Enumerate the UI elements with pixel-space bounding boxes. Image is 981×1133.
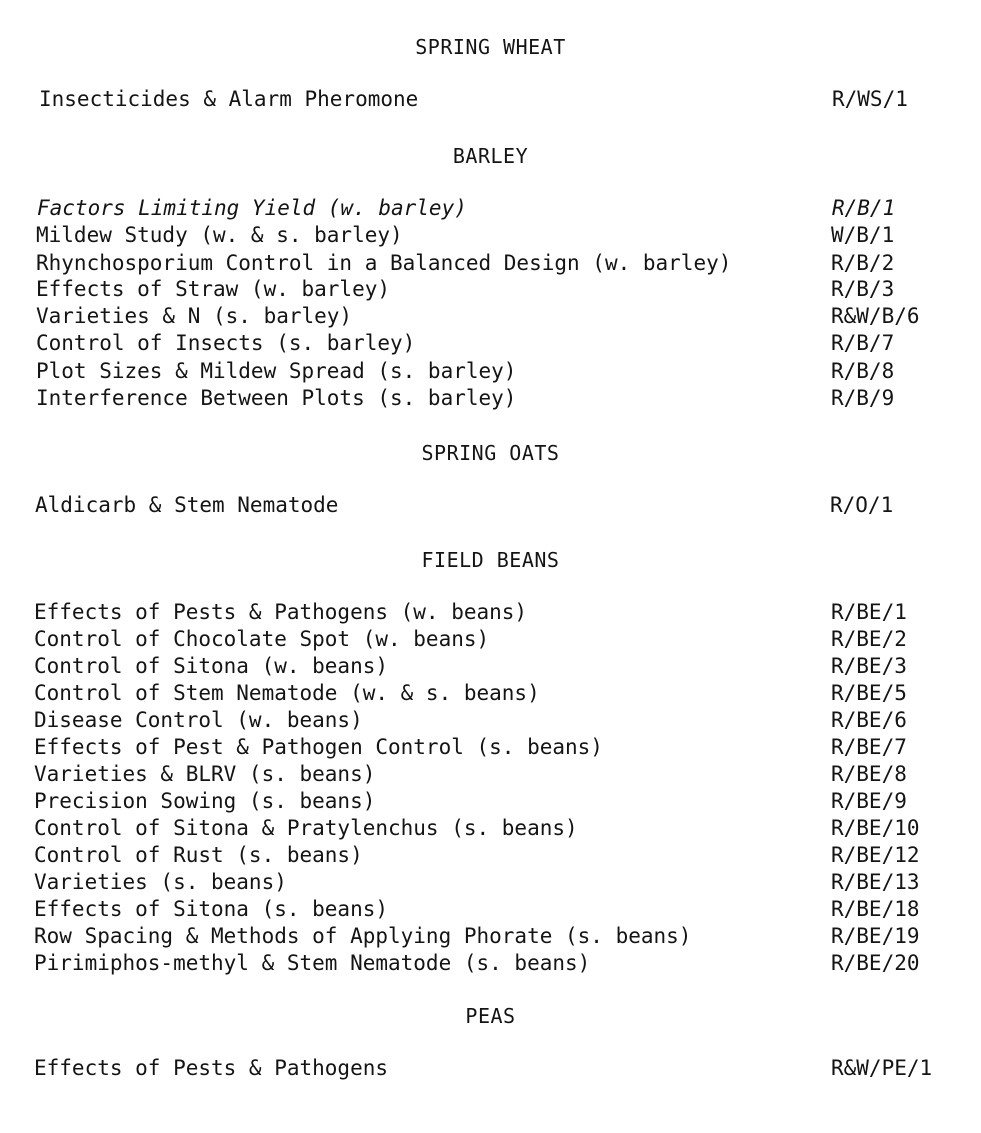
experiment-title: Varieties & N (s. barley) bbox=[36, 304, 353, 328]
section-heading-spring-wheat: SPRING WHEAT bbox=[415, 35, 566, 59]
experiment-code: R&W/PE/1 bbox=[831, 1056, 933, 1080]
experiment-title: Row Spacing & Methods of Applying Phorate (s. beans) bbox=[34, 924, 692, 948]
experiment-title: Control of Chocolate Spot (w. beans) bbox=[34, 627, 490, 651]
experiment-title: Rhynchosporium Control in a Balanced Design (w. barley) bbox=[36, 251, 732, 275]
list-item bbox=[34, 653, 934, 680]
experiment-title: Varieties (s. beans) bbox=[34, 870, 287, 894]
experiment-title: Precision Sowing (s. beans) bbox=[34, 789, 376, 813]
experiment-code: R/BE/5 bbox=[831, 681, 907, 705]
experiment-title: Effects of Pest & Pathogen Control (s. beans) bbox=[34, 735, 603, 759]
list-item bbox=[36, 358, 936, 385]
list-item bbox=[34, 707, 934, 734]
section-heading-peas: PEAS bbox=[465, 1004, 516, 1028]
experiment-code: R/B/1 bbox=[832, 196, 896, 220]
list-item bbox=[36, 222, 936, 249]
experiment-title: Effects of Sitona (s. beans) bbox=[34, 897, 389, 921]
experiment-code: R/BE/6 bbox=[831, 708, 907, 732]
list-item bbox=[36, 276, 936, 303]
experiment-code: W/B/1 bbox=[831, 223, 895, 247]
section-heading-barley: BARLEY bbox=[452, 144, 529, 168]
experiment-title: Insecticides & Alarm Pheromone bbox=[39, 87, 419, 111]
list-item bbox=[34, 761, 934, 788]
experiment-code: R/BE/18 bbox=[831, 897, 920, 921]
list-item bbox=[37, 195, 937, 222]
experiment-title: Control of Sitona (w. beans) bbox=[34, 654, 389, 678]
list-item bbox=[34, 734, 934, 761]
experiment-title: Control of Sitona & Pratylenchus (s. beans) bbox=[34, 816, 578, 840]
experiment-code: R/BE/10 bbox=[831, 816, 920, 840]
list-item bbox=[34, 842, 934, 869]
experiment-title: Control of Stem Nematode (w. & s. beans) bbox=[34, 681, 540, 705]
experiment-code: R/BE/19 bbox=[831, 924, 920, 948]
list-item bbox=[36, 303, 936, 330]
section-heading-spring-oats: SPRING OATS bbox=[421, 441, 560, 465]
experiment-title: Effects of Straw (w. barley) bbox=[36, 277, 391, 301]
list-item bbox=[34, 950, 934, 977]
experiment-code: R/BE/2 bbox=[831, 627, 907, 651]
experiment-code: R/O/1 bbox=[830, 493, 894, 517]
list-item bbox=[34, 599, 934, 626]
experiment-code: R/B/7 bbox=[831, 331, 895, 355]
experiment-code: R&W/B/6 bbox=[831, 304, 920, 328]
list-item bbox=[36, 250, 936, 277]
experiment-title: Interference Between Plots (s. barley) bbox=[36, 386, 517, 410]
list-item bbox=[34, 815, 934, 842]
experiment-title: Effects of Pests & Pathogens bbox=[34, 1056, 389, 1080]
experiment-title: Varieties & BLRV (s. beans) bbox=[34, 762, 376, 786]
list-item bbox=[34, 869, 934, 896]
experiment-title: Control of Insects (s. barley) bbox=[36, 331, 416, 355]
experiment-code: R/B/2 bbox=[831, 251, 895, 275]
list-item bbox=[34, 923, 934, 950]
experiment-title: Mildew Study (w. & s. barley) bbox=[36, 223, 403, 247]
experiment-code: R/B/3 bbox=[831, 277, 895, 301]
list-item bbox=[36, 330, 936, 357]
experiment-code: R/BE/7 bbox=[831, 735, 907, 759]
experiment-code: R/BE/1 bbox=[831, 600, 907, 624]
experiment-code: R/BE/8 bbox=[831, 762, 907, 786]
list-item bbox=[39, 86, 939, 113]
section-heading-field-beans: FIELD BEANS bbox=[421, 548, 560, 572]
experiment-code: R/B/8 bbox=[831, 359, 895, 383]
experiment-title: Pirimiphos-methyl & Stem Nematode (s. beans) bbox=[34, 951, 591, 975]
experiment-code: R/B/9 bbox=[831, 386, 895, 410]
list-item bbox=[34, 1055, 944, 1082]
experiment-title: Factors Limiting Yield (w. barley) bbox=[37, 196, 467, 220]
list-item bbox=[36, 385, 936, 412]
list-item bbox=[34, 626, 934, 653]
experiment-title: Plot Sizes & Mildew Spread (s. barley) bbox=[36, 359, 517, 383]
experiment-title: Aldicarb & Stem Nematode bbox=[35, 493, 339, 517]
list-item bbox=[34, 680, 934, 707]
experiment-title: Control of Rust (s. beans) bbox=[34, 843, 363, 867]
experiment-code: R/BE/12 bbox=[831, 843, 920, 867]
experiment-title: Effects of Pests & Pathogens (w. beans) bbox=[34, 600, 528, 624]
experiment-code: R/WS/1 bbox=[832, 87, 908, 111]
list-item bbox=[35, 492, 935, 519]
list-item bbox=[34, 788, 934, 815]
experiment-code: R/BE/3 bbox=[831, 654, 907, 678]
experiment-code: R/BE/13 bbox=[831, 870, 920, 894]
experiment-title: Disease Control (w. beans) bbox=[34, 708, 363, 732]
list-item bbox=[34, 896, 934, 923]
experiment-code: R/BE/9 bbox=[831, 789, 907, 813]
experiment-code: R/BE/20 bbox=[831, 951, 920, 975]
